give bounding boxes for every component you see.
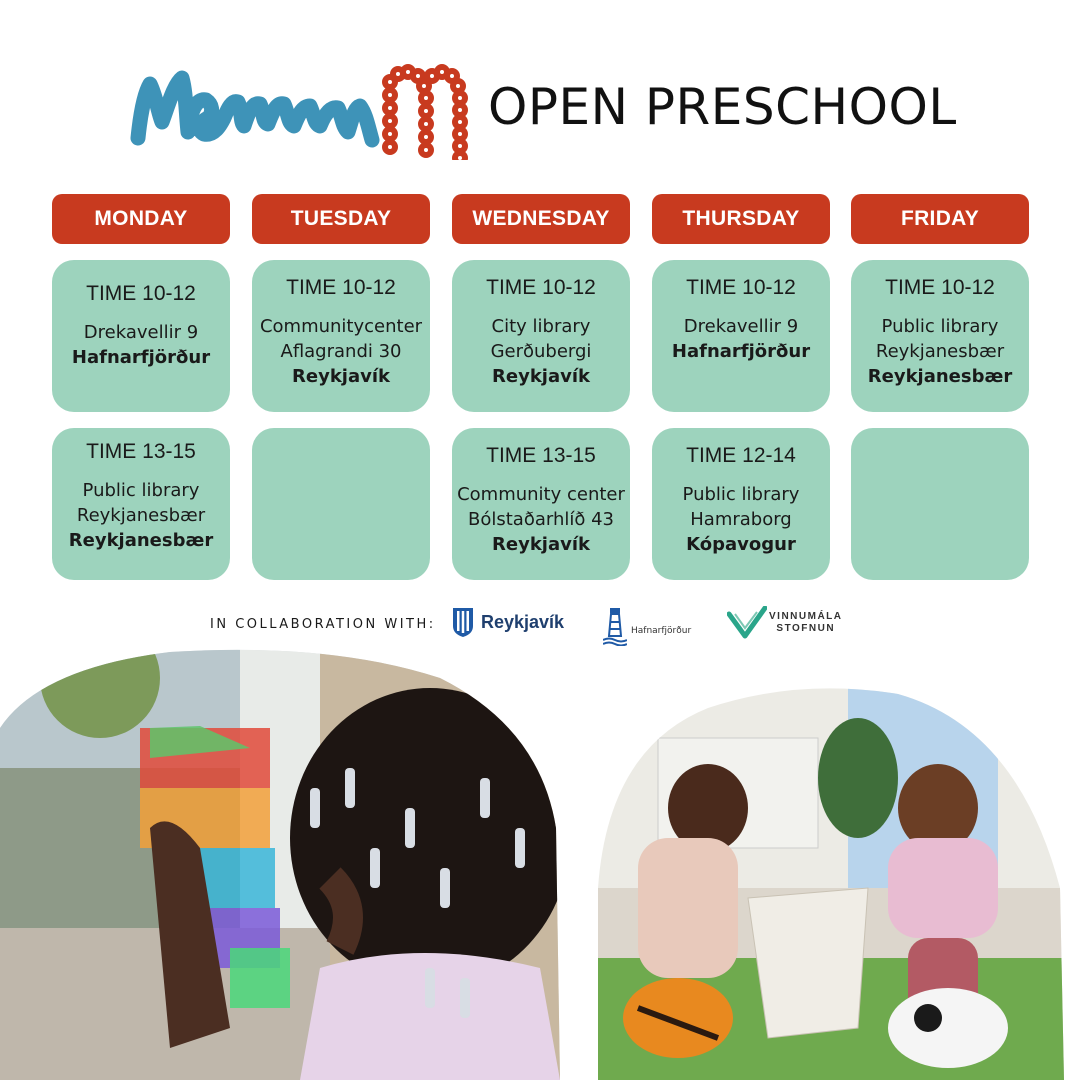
slot-city: Kópavogur: [686, 534, 796, 555]
slot-time: TIME 10-12: [686, 276, 796, 299]
schedule-slot: [52, 260, 230, 412]
slot-time: TIME 10-12: [885, 276, 995, 299]
slot-city: Reykjavík: [492, 534, 590, 555]
slot-time: TIME 13-15: [86, 440, 196, 463]
slot-city: Hafnarfjörður: [71, 347, 211, 368]
slot-time: TIME 12-14: [686, 444, 796, 467]
slot-city: Reykjavík: [292, 366, 390, 387]
slot-location: Reykjanesbær: [76, 505, 206, 526]
slot-city: Reykjanesbær: [867, 366, 1013, 387]
schedule-slot: [851, 260, 1029, 412]
page-title: OPEN PRESCHOOL: [488, 78, 957, 136]
slot-time: TIME 10-12: [486, 276, 596, 299]
slot-location: Bólstaðarhlíð 43: [467, 509, 614, 530]
slot-location: Public library: [682, 484, 800, 505]
photo-child-building-tiles: [0, 648, 560, 1080]
schedule-slot: [252, 260, 430, 412]
schedule-slot: [652, 428, 830, 580]
lighthouse-icon: [603, 606, 627, 646]
slot-location: Public library: [82, 480, 200, 501]
slot-location: Drekavellir 9: [683, 316, 799, 337]
collaboration-label: IN COLLABORATION WITH:: [210, 617, 436, 632]
schedule-slot-empty: [851, 428, 1029, 580]
schedule-slot: [452, 428, 630, 580]
partner-reykjavik: [452, 606, 564, 638]
slot-city: Reykjavík: [492, 366, 590, 387]
day-header-friday: FRIDAY: [851, 194, 1029, 244]
schedule-slot: [652, 260, 830, 412]
schedule-slot: [452, 260, 630, 412]
slot-location: Public library: [881, 316, 999, 337]
checkmark-v-icon: [727, 606, 767, 640]
slot-location: Community center: [457, 484, 625, 505]
reykjavik-crest-icon: [452, 606, 474, 638]
partner-hafnarfjordur: [603, 606, 691, 646]
day-header-thursday: THURSDAY: [652, 194, 830, 244]
slot-location: Drekavellir 9: [83, 322, 199, 343]
partner-vinnumalastofnun: [727, 606, 843, 640]
slot-time: TIME 10-12: [86, 282, 196, 305]
schedule-slot-empty: [252, 428, 430, 580]
slot-city: Reykjanesbær: [68, 530, 214, 551]
memmm-logo: [128, 60, 468, 160]
schedule-slot: [52, 428, 230, 580]
day-header-wednesday: WEDNESDAY: [452, 194, 630, 244]
slot-location: Aflagrandi 30: [280, 341, 402, 362]
slot-time: TIME 13-15: [486, 444, 596, 467]
partner-name: Hafnarfjörður: [631, 626, 692, 636]
slot-location: City library: [491, 316, 591, 337]
slot-location: Hamraborg: [690, 509, 792, 530]
slot-time: TIME 10-12: [286, 276, 396, 299]
partner-name: Reykjavík: [481, 611, 565, 632]
day-header-monday: MONDAY: [52, 194, 230, 244]
partner-name: VINNUMÁLA: [769, 611, 843, 622]
slot-city: Hafnarfjörður: [671, 341, 811, 362]
photo-toddlers-playing: [598, 688, 1064, 1080]
slot-location: Gerðubergi: [490, 341, 592, 362]
slot-location: Reykjanesbær: [875, 341, 1005, 362]
slot-location: Communitycenter: [259, 316, 423, 337]
partner-name-line2: STOFNUN: [776, 623, 836, 634]
day-header-tuesday: TUESDAY: [252, 194, 430, 244]
